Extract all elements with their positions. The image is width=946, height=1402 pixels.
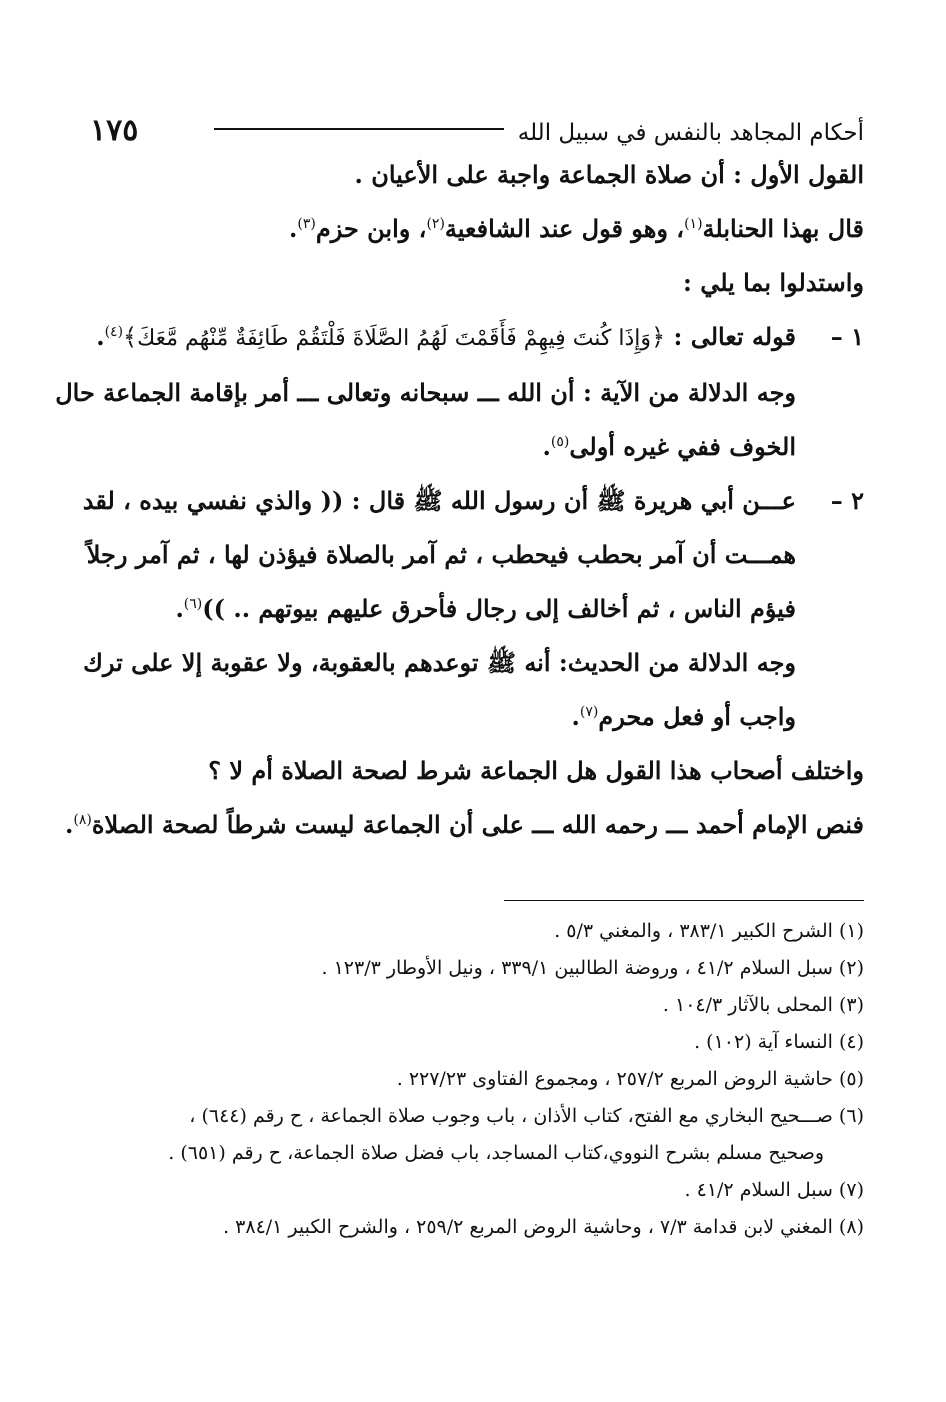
running-title: أحكام المجاهد بالنفس في سبيل الله [517, 120, 864, 146]
footnote-ref-5: (٥) [550, 434, 570, 450]
item-text [82, 322, 796, 354]
header-rule [214, 128, 504, 130]
explanation-line [82, 432, 796, 462]
hadith-text [82, 486, 796, 648]
paragraph-first-opinion: القول الأول : أن صلاة الجماعة واجبة على الأعيان . [354, 160, 864, 189]
text-segment: . [96, 322, 105, 351]
running-head [214, 120, 864, 146]
hadith-line: همـــت أن آمر بحطب فيحطب ، ثم آمر بالصلاة فيؤذن لها ، ثم آمر رجلاً [86, 540, 796, 569]
text-segment: قال بهذا الحنابلة [702, 214, 864, 243]
footnote-ref-8: (٨) [73, 812, 92, 828]
footnote-4: (٤) النساء آية (١٠٢) . [694, 1031, 864, 1053]
explanation-line: وجه الدلالة من الحديث: أنه ﷺ توعدهم بالعقوبة، ولا عقوبة إلا على ترك [83, 648, 796, 677]
verse-label: قوله تعالى : [665, 322, 796, 351]
footnote-ref-7: (٧) [579, 704, 599, 720]
footnote-6: (٦) صـــحيح البخاري مع الفتح، كتاب الأذان ، باب وجوب صلاة الجماعة ، ح رقم (٦٤٤) ، [189, 1105, 864, 1127]
footnote-3: (٣) المحلى بالآثار ١٠٤/٣ . [662, 994, 864, 1016]
item-number: ٢ – [830, 486, 864, 515]
text-segment: . [289, 214, 298, 243]
text-segment: ، وهو قول عند الشافعية [444, 214, 685, 243]
footnote-separator [504, 900, 864, 901]
footnote-8: (٨) المغني لابن قدامة ٧/٣ ، وحاشية الروض المربع ٢٥٩/٢ ، والشرح الكبير ٣٨٤/١ . [223, 1216, 864, 1238]
paragraph-proponents [82, 214, 864, 244]
evidence-2-explanation [82, 648, 864, 732]
main-text [55, 160, 864, 864]
evidence-item-2 [82, 486, 864, 648]
item-number: ١ – [830, 322, 864, 351]
footnote-1: (١) الشرح الكبير ٣٨٣/١ ، والمغني ٥/٣ . [554, 920, 864, 942]
footnote-7: (٧) سبل السلام ٤١/٢ . [684, 1179, 864, 1201]
text-segment: واجب أو فعل محرم [598, 702, 796, 731]
text-segment: ، وابن حزم [315, 214, 427, 243]
explanation-line [82, 702, 796, 732]
text-segment: . [571, 702, 580, 731]
text-segment: . [175, 594, 184, 623]
footnote-ref-1: (١) [684, 216, 703, 232]
explanation-line: وجه الدلالة من الآية : أن الله ـــ سبحانه وتعالى ـــ أمر بإقامة الجماعة حال [55, 378, 796, 407]
verse-close-bracket: ﴾ [123, 323, 138, 351]
footnote-ref-6: (٦) [183, 596, 203, 612]
evidence-item-1 [82, 322, 864, 354]
footnote-2: (٢) سبل السلام ٤١/٢ ، وروضة الطالبين ٣٣٩/١ ، ونيل الأوطار ١٢٣/٣ . [321, 957, 864, 979]
footnote-5: (٥) حاشية الروض المربع ٢٥٧/٢ ، ومجموع الفتاوى ٢٢٧/٢٣ . [396, 1068, 864, 1090]
footnote-ref-4: (٤) [104, 324, 124, 340]
quran-verse: وَإِذَا كُنتَ فِيهِمْ فَأَقَمْتَ لَهُمُ الصَّلَاةَ فَلْتَقُمْ طَائِفَةٌ مِّنْهُم مَّعَكَ [137, 326, 652, 351]
evidence-1-explanation [55, 378, 864, 462]
paragraph-evidence-intro: واستدلوا بما يلي : [682, 268, 864, 297]
text-segment: الخوف ففي غيره أولى [569, 432, 796, 461]
page-header [90, 98, 864, 146]
hadith-line: عـــن أبي هريرة ﷺ أن رسول الله ﷺ قال : (( والذي نفسي بيده ، لقد [82, 486, 796, 515]
paragraph-ahmad-ruling [65, 810, 864, 840]
text-segment: . [65, 810, 74, 839]
footnote-ref-3: (٣) [297, 216, 316, 232]
text-segment: . [542, 432, 551, 461]
footnote-ref-2: (٢) [426, 216, 445, 232]
page-number: ١٧٥ [90, 113, 139, 148]
paragraph-disagreement: واختلف أصحاب هذا القول هل الجماعة شرط لصحة الصلاة أم لا ؟ [208, 756, 864, 785]
verse-open-bracket: ﴿ [651, 323, 666, 351]
hadith-line [82, 594, 796, 624]
footnote-6-continued: وصحيح مسلم بشرح النووي،كتاب المساجد، باب فضل صلاة الجماعة، ح رقم (٦٥١) . [168, 1142, 824, 1164]
footnotes [82, 920, 864, 1253]
text-segment: فنص الإمام أحمد ـــ رحمه الله ـــ على أن الجماعة ليست شرطاً لصحة الصلاة [91, 810, 864, 839]
text-segment: فيؤم الناس ، ثم أخالف إلى رجال فأحرق عليهم بيوتهم .. )) [202, 594, 796, 623]
